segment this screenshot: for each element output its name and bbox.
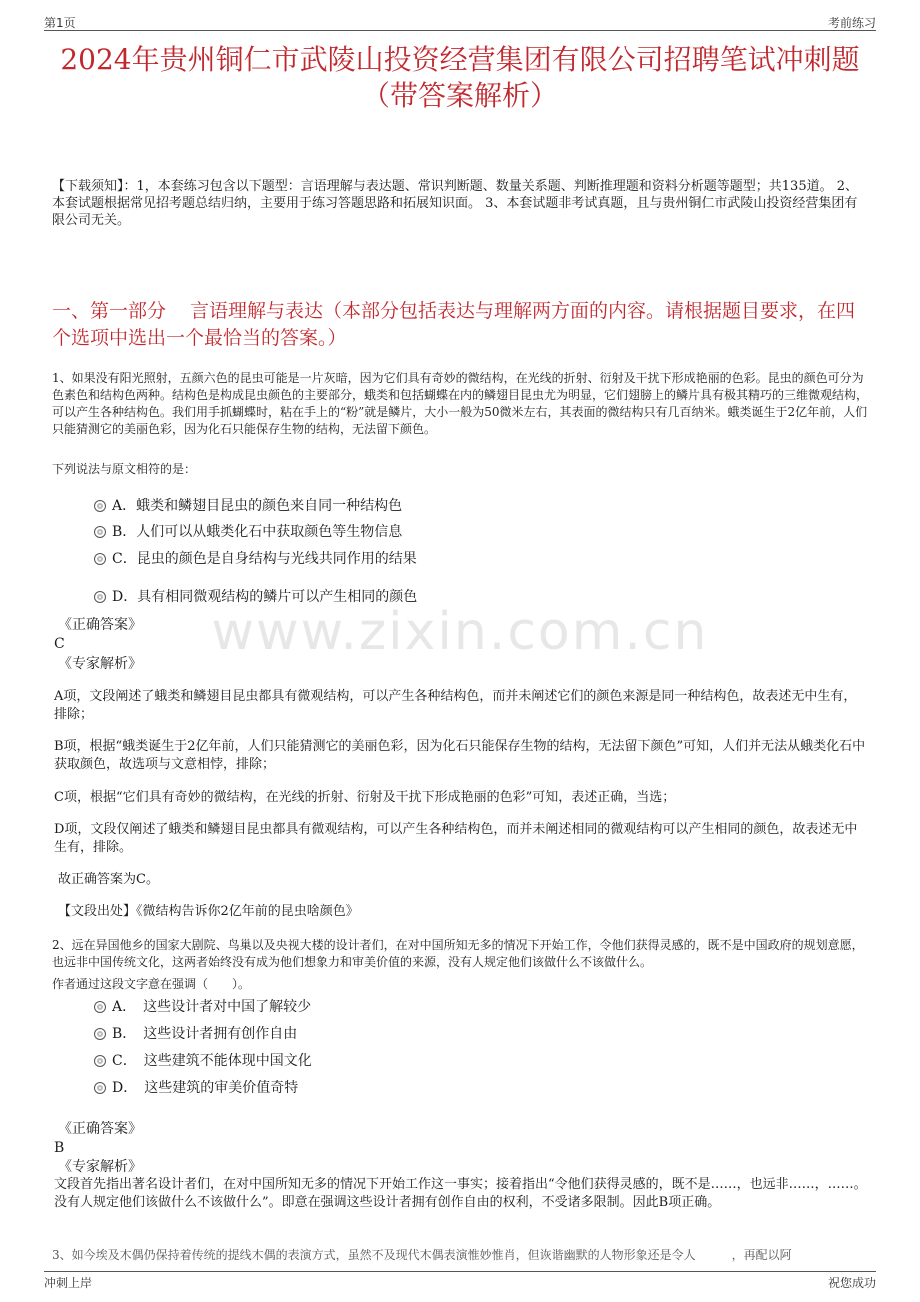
q3-text-cut: 3、如今埃及木偶仍保持着传统的提线木偶的表演方式，虽然不及现代木偶表演惟妙惟肖，但诙谐幽默的人物形象还是令人 ，再配以阿 bbox=[52, 1248, 792, 1262]
q2-text: 2、远在异国他乡的国家大剧院、鸟巢以及央视大楼的设计者们，在对中国所知无多的情况下开始工作，令他们获得灵感的，既不是中国政府的规划意愿，也远非中国传统文化，这两者始终没有成为他们想象力和审美价值的来源，没有人规定他们该做什么不该做什么。 bbox=[52, 938, 864, 969]
q2-option-b[interactable]: B． 这些设计者拥有创作自由 bbox=[94, 1024, 297, 1044]
q1-analysis-label: 《专家解析》 bbox=[58, 656, 142, 672]
document-title: 2024年贵州铜仁市武陵山投资经营集团有限公司招聘笔试冲刺题（带答案解析） bbox=[60, 43, 860, 112]
q1-text: 1、如果没有阳光照射，五颜六色的昆虫可能是一片灰暗，因为它们具有奇妙的微结构，在光线的折射、衍射及干扰下形成艳丽的色彩。昆虫的颜色可分为色素色和结构色两种。结构色是构成昆虫颜色的主要部分，蛾类和包括蝴蝶在内的鳞翅目昆虫尤为明显，它们翅膀上的鳞片具有极其精巧的三维微观结构，可以产生各种结构色。我们用手抓蝴蝶时，粘在手上的“粉”就是鳞片，大小一般为50微米左右，其表面的微结构只有几百纳米。蛾类诞生于2亿年前，人们只能猜测它的美丽色彩，因为化石只能保存生物的结构，无法留下颜色。 bbox=[52, 371, 869, 436]
page-number: 第1页 bbox=[44, 16, 76, 30]
q2-analysis-label: 《专家解析》 bbox=[58, 1159, 142, 1175]
q1-option-c[interactable]: C．昆虫的颜色是自身结构与光线共同作用的结果 bbox=[94, 549, 417, 569]
q2-answer-label: 《正确答案》 bbox=[58, 1121, 142, 1137]
q1-prompt: 下列说法与原文相符的是： bbox=[52, 462, 197, 476]
q2-option-c[interactable]: C． 这些建筑不能体现中国文化 bbox=[94, 1051, 312, 1071]
q1-analysis-a: A项，文段阐述了蛾类和鳞翅目昆虫都具有微观结构，可以产生各种结构色，而并未阐述它们的颜色来源是同一种结构色，故表述无中生有，排除； bbox=[54, 689, 857, 722]
download-notice: 【下载须知】：1，本套练习包含以下题型：言语理解与表达题、常识判断题、数量关系题、判断推理题和资料分析题等题型；共135道。 2、本套试题根据常见招考题总结归纳，主要用于练习答题思路和拓展知识面。 3、本套试题非考试真题，且与贵州铜仁市武陵山投资经营集团有限公司无关。 bbox=[52, 179, 858, 228]
q2-answer: B bbox=[54, 1140, 65, 1156]
radio-icon[interactable] bbox=[94, 1082, 106, 1094]
q1-answer: C bbox=[54, 636, 65, 652]
q1-analysis-c: C项，根据“它们具有奇妙的微结构，在光线的折射、衍射及干扰下形成艳丽的色彩”可知，表述正确，当选； bbox=[54, 790, 676, 805]
section-number: 一、第一部分 bbox=[52, 300, 167, 322]
q2-prompt: 作者通过这段文字意在强调（ ）。 bbox=[52, 977, 251, 991]
q1-conclusion: 故正确答案为C。 bbox=[58, 872, 159, 887]
q1-analysis-b: B项，根据“蛾类诞生于2亿年前，人们只能猜测它的美丽色彩，因为化石只能保存生物的结构，无法留下颜色”可知，人们并无法从蛾类化石中获取颜色，故选项与文意相悖，排除； bbox=[54, 739, 866, 772]
page-footer bbox=[44, 1271, 876, 1292]
q1-option-b[interactable]: B．人们可以从蛾类化石中获取颜色等生物信息 bbox=[94, 522, 402, 542]
q1-analysis-d: D项，文段仅阐述了蛾类和鳞翅目昆虫都具有微观结构，可以产生各种结构色，而并未阐述相同的微观结构可以产生相同的颜色，故表述无中生有，排除。 bbox=[54, 822, 858, 855]
radio-icon[interactable] bbox=[94, 1028, 106, 1040]
section-text: 言语理解与表达（本部分包括表达与理解两方面的内容。请根据题目要求，在四个选项中选出一个最恰当的答案。） bbox=[52, 300, 856, 349]
q1-answer-label: 《正确答案》 bbox=[58, 617, 142, 633]
q1-option-a[interactable]: A．蛾类和鳞翅目昆虫的颜色来自同一种结构色 bbox=[94, 496, 402, 516]
q2-option-a[interactable]: A． 这些设计者对中国了解较少 bbox=[94, 997, 311, 1017]
radio-icon[interactable] bbox=[94, 553, 106, 565]
q2-option-d[interactable]: D． 这些建筑的审美价值奇特 bbox=[94, 1078, 298, 1098]
q1-source: 【文段出处】《微结构告诉你2亿年前的昆虫啥颜色》 bbox=[58, 904, 359, 919]
footer-right: 祝您成功 bbox=[827, 1276, 876, 1290]
radio-icon[interactable] bbox=[94, 1055, 106, 1067]
q1-option-d[interactable]: D．具有相同微观结构的鳞片可以产生相同的颜色 bbox=[94, 587, 417, 607]
watermark: www.zixin.com.cn bbox=[211, 602, 709, 662]
section-heading bbox=[52, 298, 868, 352]
radio-icon[interactable] bbox=[94, 1001, 106, 1013]
page-header bbox=[44, 12, 876, 31]
radio-icon[interactable] bbox=[94, 526, 106, 538]
q2-analysis: 文段首先指出著名设计者们，在对中国所知无多的情况下开始工作这一事实；接着指出“令他们获得灵感的，既不是……，也远非……，……。没有人规定他们该做什么不该做什么”。即意在强调这些设计者拥有创作自由的权利，不受诸多限制。因此B项正确。 bbox=[54, 1177, 867, 1210]
header-tag: 考前练习 bbox=[827, 16, 876, 30]
radio-icon[interactable] bbox=[94, 500, 106, 512]
footer-left: 冲刺上岸 bbox=[44, 1276, 93, 1290]
